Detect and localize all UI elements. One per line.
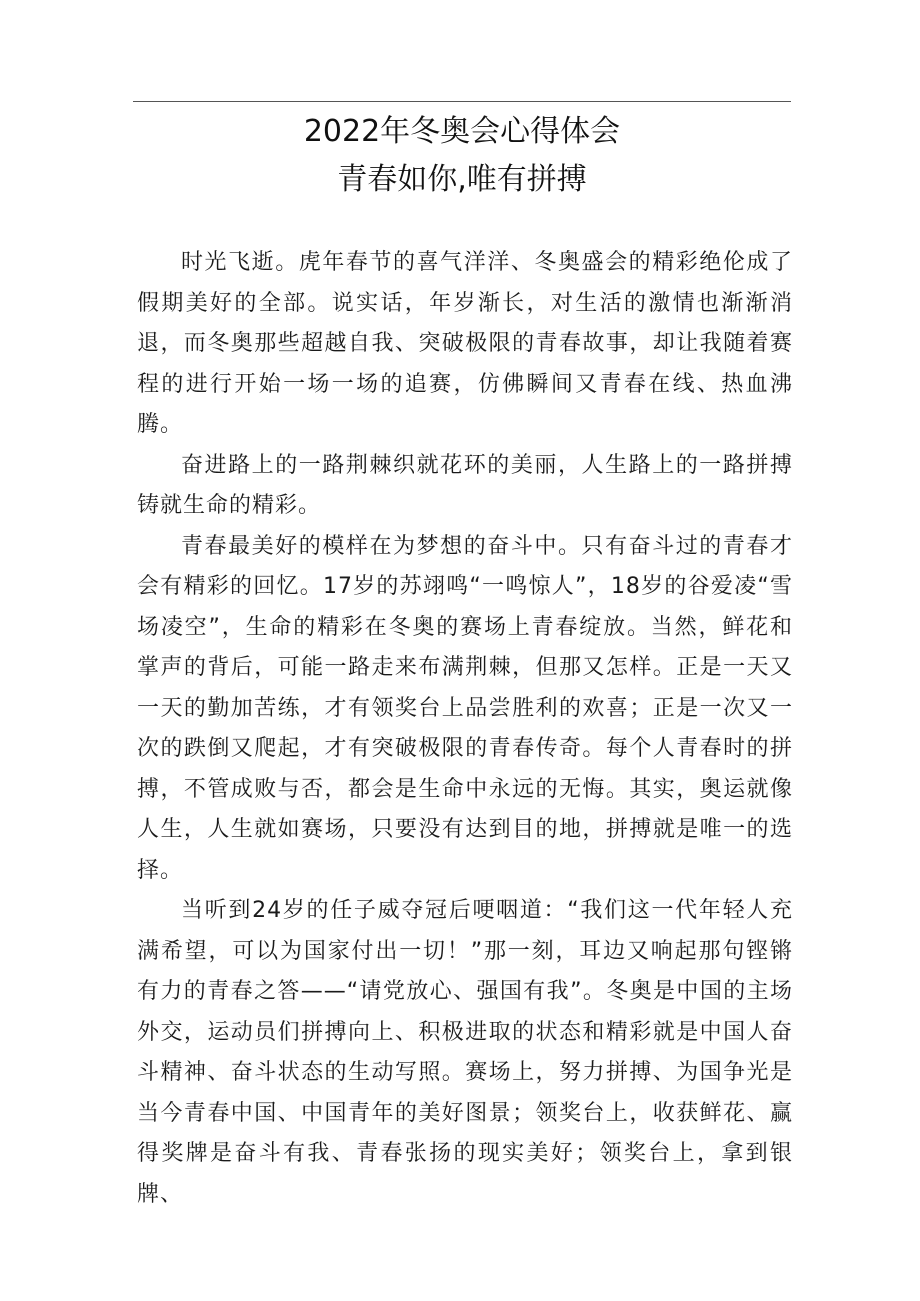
document-subtitle: 青春如你,唯有拼搏 bbox=[337, 162, 587, 197]
document-body bbox=[137, 243, 793, 1215]
paragraph-4: 当听到24岁的任子威夺冠后哽咽道：“我们这一代年轻人充满希望，可以为国家付出一切！”那一刻，耳边又响起那句铿锵有力的青春之答——“请党放心、强国有我”。冬奥是中国的主场外交，运动员们拼搏向上、积极进取的状态和精彩就是中国人奋斗精神、奋斗状态的生动写照。赛场上，努力拼搏、为国争光是当今青春中国、中国青年的美好图景；领奖台上，收获鲜花、赢得奖牌是奋斗有我、青春张扬的现实美好；领奖台上，拿到银牌、 bbox=[137, 898, 793, 1207]
document-title: 2022年冬奥会心得体会 bbox=[303, 114, 621, 149]
header-rule bbox=[133, 101, 791, 102]
paragraph-3: 青春最美好的模样在为梦想的奋斗中。只有奋斗过的青春才会有精彩的回忆。17岁的苏翊鸣“一鸣惊人”，18岁的谷爱凌“雪场凌空”，生命的精彩在冬奥的赛场上青春绽放。当然，鲜花和掌声的背后，可能一路走来布满荆棘，但那又怎样。正是一天又一天的勤加苦练，才有领奖台上品尝胜利的欢喜；正是一次又一次的跌倒又爬起，才有突破极限的青春传奇。每个人青春时的拼搏，不管成败与否，都会是生命中永远的无悔。其实，奥运就像人生，人生就如赛场，只要没有达到目的地，拼搏就是唯一的选择。 bbox=[137, 533, 793, 883]
paragraph-2: 奋进路上的一路荆棘织就花环的美丽，人生路上的一路拼搏铸就生命的精彩。 bbox=[137, 452, 793, 518]
paragraph-1: 时光飞逝。虎年春节的喜气洋洋、冬奥盛会的精彩绝伦成了假期美好的全部。说实话，年岁渐长，对生活的激情也渐渐消退，而冬奥那些超越自我、突破极限的青春故事，却让我随着赛程的进行开始一场一场的追赛，仿佛瞬间又青春在线、热血沸腾。 bbox=[137, 250, 793, 437]
